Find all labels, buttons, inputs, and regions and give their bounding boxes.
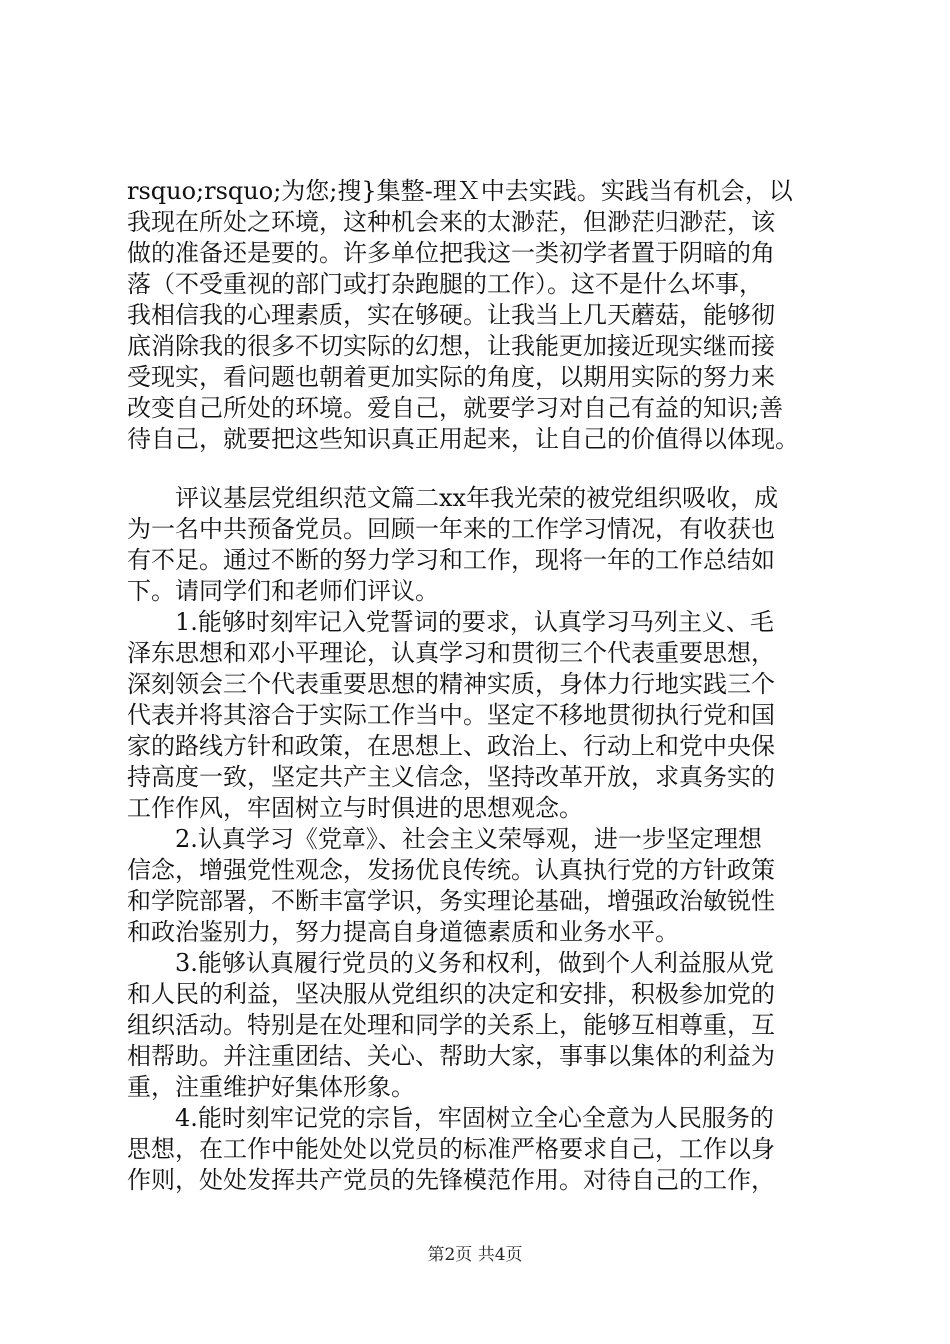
text-line: 相帮助。并注重团结、关心、帮助大家，事事以集体的利益为 — [127, 1042, 775, 1070]
paragraph-2 — [127, 483, 833, 1196]
text-line: 重，注重维护好集体形象。 — [127, 1073, 415, 1101]
text-line: 我现在所处之环境，这种机会来的太渺茫，但渺茫归渺茫，该 — [127, 208, 775, 236]
paragraph-1 — [127, 176, 833, 455]
text-line: 组织活动。特别是在处理和同学的关系上，能够互相尊重，互 — [127, 1011, 775, 1039]
text-line: 改变自己所处的环境。爱自己，就要学习对自己有益的知识;善 — [127, 394, 784, 422]
text-line: 信念，增强党性观念，发扬优良传统。认真执行党的方针政策 — [127, 856, 775, 884]
text-line: 落（不受重视的部门或打杂跑腿的工作）。这不是什么坏事， — [127, 270, 763, 298]
text-line: 持高度一致，坚定共产主义信念，坚持改革开放，求真务实的 — [127, 763, 775, 791]
text-line: 待自己，就要把这些知识真正用起来，让自己的价值得以体现。 — [127, 425, 799, 453]
text-line: 有不足。通过不断的努力学习和工作，现将一年的工作总结如 — [127, 546, 775, 574]
text-line: 家的路线方针和政策，在思想上、政治上、行动上和党中央保 — [127, 732, 775, 760]
text-line: rsquo;rsquo;为您;搜}集整-理Ｘ中去实践。实践当有机会，以 — [127, 177, 793, 205]
text-line: 1.能够时刻牢记入党誓词的要求，认真学习马列主义、毛 — [127, 608, 774, 636]
text-line: 和政治鉴别力，努力提高自身道德素质和业务水平。 — [127, 918, 679, 946]
text-line: 底消除我的很多不切实际的幻想，让我能更加接近现实继而接 — [127, 332, 775, 360]
text-line: 我相信我的心理素质，实在够硬。让我当上几天蘑菇，能够彻 — [127, 301, 775, 329]
text-line: 作则，处处发挥共产党员的先锋模范作用。对待自己的工作， — [127, 1166, 775, 1194]
text-line: 工作作风，牢固树立与时俱进的思想观念。 — [127, 794, 583, 822]
text-line: 深刻领会三个代表重要思想的精神实质，身体力行地实践三个 — [127, 670, 775, 698]
text-line: 受现实，看问题也朝着更加实际的角度，以期用实际的努力来 — [127, 363, 775, 391]
text-line: 下。请同学们和老师们评议。 — [127, 577, 439, 605]
text-line: 3.能够认真履行党员的义务和权利，做到个人利益服从党 — [127, 949, 774, 977]
text-line: 做的准备还是要的。许多单位把我这一类初学者置于阴暗的角 — [127, 239, 775, 267]
text-line: 泽东思想和邓小平理论，认真学习和贯彻三个代表重要思想， — [127, 639, 775, 667]
text-line: 和学院部署，不断丰富学识，务实理论基础，增强政治敏锐性 — [127, 887, 775, 915]
text-line: 2.认真学习《党章》、社会主义荣辱观，进一步坚定理想 — [127, 825, 762, 853]
page-footer: 第2页 共4页 — [427, 1245, 523, 1265]
text-line: 评议基层党组织范文篇二xx年我光荣的被党组织吸收，成 — [127, 484, 779, 512]
text-line: 思想，在工作中能处处以党员的标准严格要求自己，工作以身 — [127, 1135, 775, 1163]
text-line: 和人民的利益，坚决服从党组织的决定和安排，积极参加党的 — [127, 980, 775, 1008]
text-line: 代表并将其溶合于实际工作当中。坚定不移地贯彻执行党和国 — [127, 701, 775, 729]
text-line: 为一名中共预备党员。回顾一年来的工作学习情况，有收获也 — [127, 515, 775, 543]
text-line: 4.能时刻牢记党的宗旨，牢固树立全心全意为人民服务的 — [127, 1104, 774, 1132]
